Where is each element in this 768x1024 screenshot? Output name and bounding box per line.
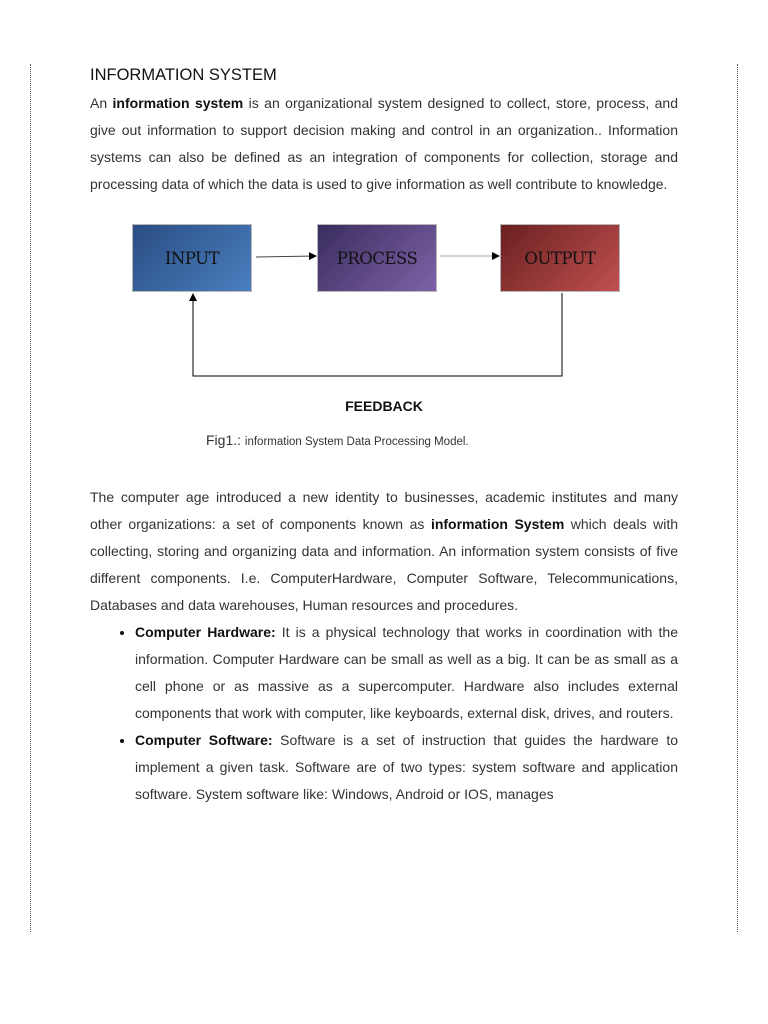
caption-prefix: Fig1.:: [206, 432, 245, 448]
list-item-text: Software is a set of instruction that guides the hardware to implement a given task. Software are of two types: system software and application software. System software like: Windows, Android or IOS, manages: [135, 732, 678, 802]
figure-caption: [206, 432, 469, 448]
input-box: INPUT: [132, 224, 252, 292]
para2-bold-term: information System: [430, 516, 565, 532]
components-paragraph: [90, 484, 678, 619]
list-item-text: It is a physical technology that works in coordination with the information. Computer Hardware can be small as well as a big. It can be as small as a cell phone or as massive as a supercomputer. Hardware also includes external components that work with computer, like keyboards, external disk, drives, and routers.: [135, 624, 679, 721]
list-item: [135, 727, 678, 808]
intro-text-2: is an organizational system designed to collect, store, process, and give out information to support decision making and control in an organization.. Information systems can also be defined as an integration of components for collection, storage and processing data of which the data is used to give information as well contribute to knowledge.: [90, 95, 678, 192]
right-margin-line: [737, 64, 738, 932]
intro-bold-term: information system: [112, 95, 244, 111]
intro-text-1: An: [90, 95, 113, 111]
document-page: [90, 64, 678, 808]
feedback-loop-arrow: [193, 293, 562, 376]
input-to-process-arrow: [256, 256, 316, 257]
para2-text-2: which deals with collecting, storing and organizing data and information. An information system consists of five different components. I.e. ComputerHardware, Computer Software, Telecommunications, Databases and data warehouses, Human resources and procedures.: [90, 516, 678, 613]
list-item-term: Computer Software:: [135, 732, 273, 748]
information-system-diagram: [90, 224, 678, 446]
left-margin-line: [30, 64, 31, 932]
caption-text: information System Data Processing Model.: [244, 436, 469, 448]
output-box: OUTPUT: [500, 224, 620, 292]
list-item-term: Computer Hardware:: [135, 624, 276, 640]
feedback-label: FEEDBACK: [345, 398, 423, 414]
intro-paragraph: [90, 90, 678, 198]
list-item: [135, 619, 678, 727]
para2-text-1: The computer age introduced a new identity to businesses, academic institutes and many other organizations: a set of components known as: [90, 489, 678, 532]
components-list: [90, 619, 678, 808]
document-heading: INFORMATION SYSTEM: [90, 66, 277, 84]
process-box: PROCESS: [317, 224, 437, 292]
